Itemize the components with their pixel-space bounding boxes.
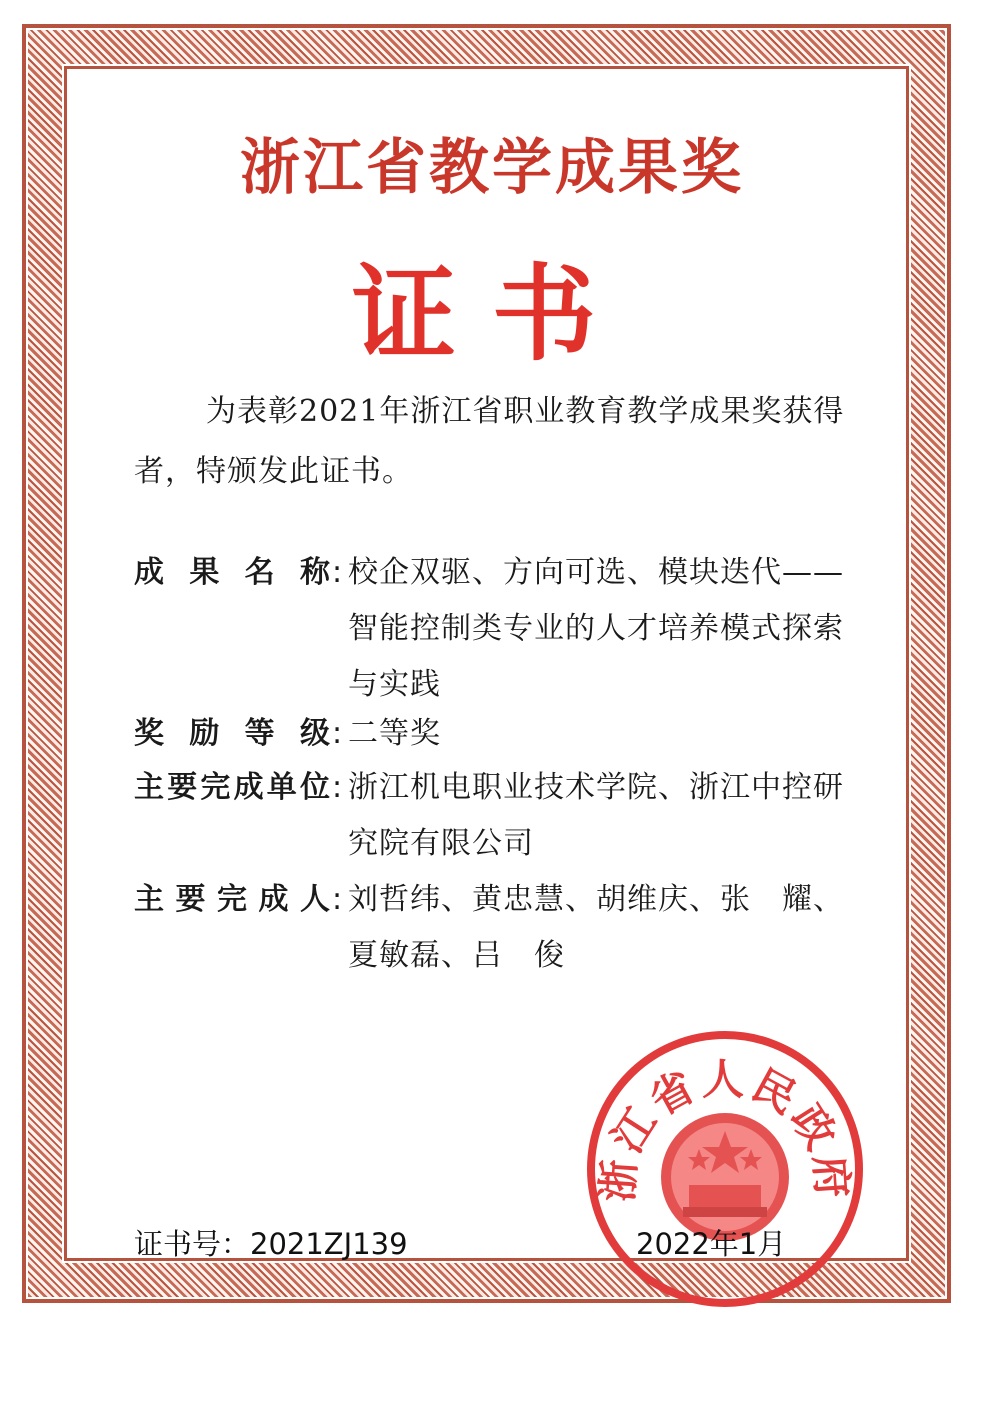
field-label: 主要完成人 [134,882,330,917]
certificate-number: 证书号：2021ZJ139 [134,1227,408,1261]
field-label: 成果名称 [134,555,330,590]
field-value: 二等奖 [348,716,441,751]
field-colon: : [332,716,343,751]
field-colon: : [332,555,343,590]
field-colon: : [332,770,343,805]
field-value: 校企双驱、方向可选、模块迭代——智能控制类专业的人才培养模式探索与实践 [348,555,844,702]
intro-text: 为表彰2021年浙江省职业教育教学成果奖获得者，特颁发此证书。 [134,394,845,489]
field-value: 刘哲纬、黄忠慧、胡维庆、张 耀、夏敏磊、吕 俊 [348,882,844,973]
certificate-heading: 证书 [351,253,632,375]
government-seal-icon [583,1027,867,1311]
field-value: 浙江机电职业技术学院、浙江中控研究院有限公司 [348,770,844,861]
issue-date: 2022年1月 [636,1227,787,1261]
field-colon: : [332,882,343,917]
award-title: 浙江省教学成果奖 [240,133,744,203]
field-label: 主要完成单位 [134,770,330,805]
field-label: 奖励等级 [134,716,330,751]
seal-text-path: 浙江省人民政府 [592,1054,858,1204]
